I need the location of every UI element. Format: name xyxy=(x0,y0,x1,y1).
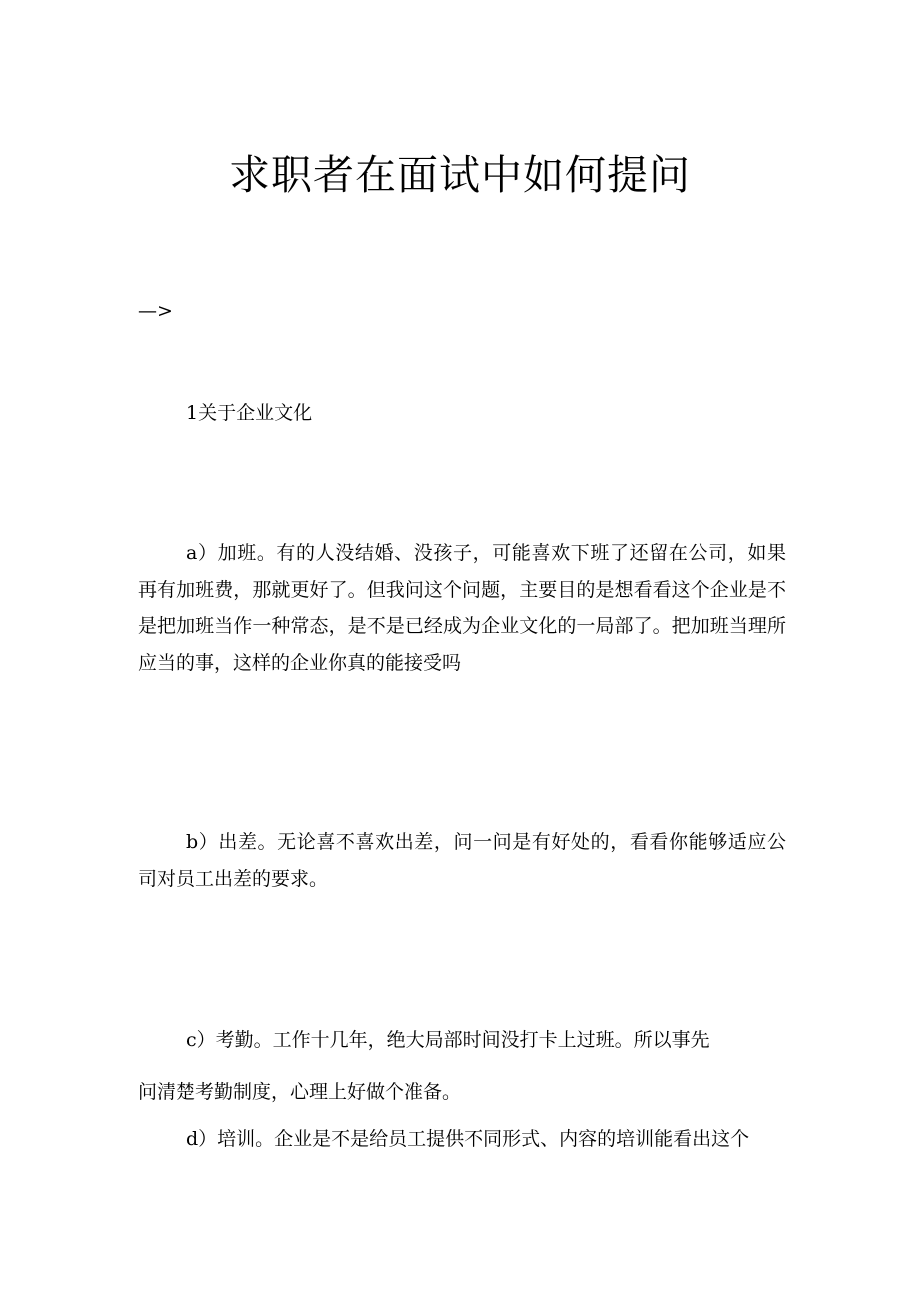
paragraph-overtime: a）加班。有的人没结婚、没孩子，可能喜欢下班了还留在公司，如果再有加班费，那就更好了。但我问这个问题，主要目的是想看看这个企业是不是把加班当作一种常态，是不是已经成为企业文化的一局部了。把加班当理所应当的事，这样的企业你真的能接受吗 xyxy=(138,542,786,674)
paragraph-business-travel: b）出差。无论喜不喜欢出差，问一问是有好处的，看看你能够适应公司对员工出差的要求。 xyxy=(138,831,786,890)
page-title: 求职者在面试中如何提问 xyxy=(229,151,691,199)
arrow-marker: —> xyxy=(138,300,173,322)
paragraph-training-line-1: d）培训。企业是不是给员工提供不同形式、内容的培训能看出这个 xyxy=(186,1128,750,1150)
paragraph-attendance-line-2: 问清楚考勤制度，心理上好做个准备。 xyxy=(138,1081,462,1103)
section-heading: 1关于企业文化 xyxy=(186,402,313,424)
paragraph-attendance-line-1: c）考勤。工作十几年，绝大局部时间没打卡上过班。所以事先 xyxy=(186,1029,710,1051)
